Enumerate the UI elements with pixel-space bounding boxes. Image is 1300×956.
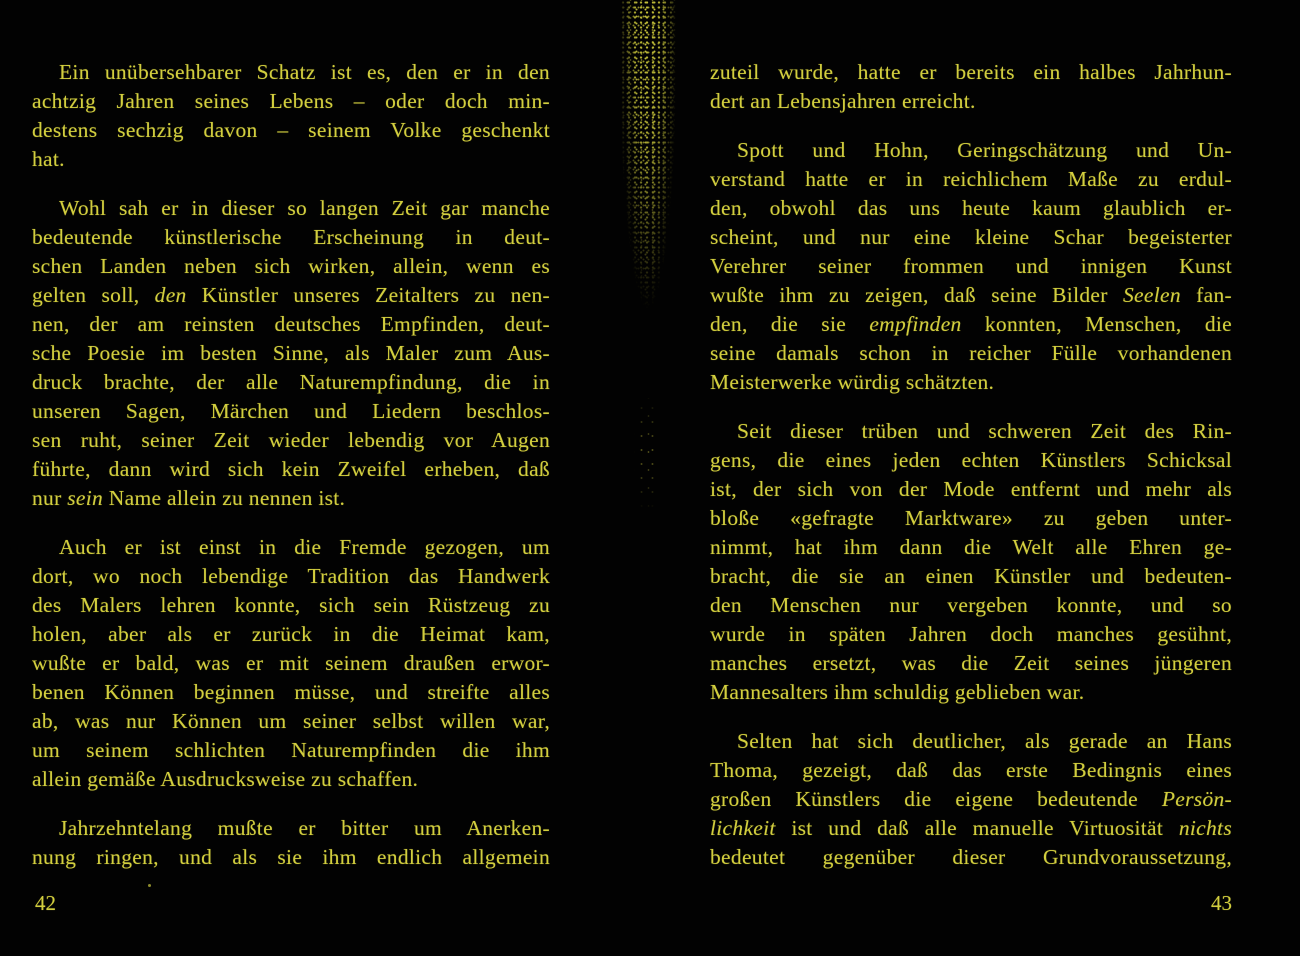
text-line: Seit dieser trüben und schweren Zeit des Rin- — [737, 419, 1232, 443]
text-line: bedeutet gegenüber dieser Grundvoraussetzung, — [710, 845, 1232, 869]
text-line: unseren Sagen, Märchen und Liedern beschlos- — [32, 399, 550, 423]
text-line: gens, die eines jeden echten Künstlers Schicksal — [710, 448, 1232, 472]
text-line: Selten hat sich deutlicher, als gerade an Hans — [737, 729, 1232, 753]
gutter-scan-noise — [620, 0, 676, 420]
text-line: nen, der am reinsten deutsches Empfinden, deut- — [32, 312, 550, 336]
page-number-right: 43 — [1211, 891, 1232, 915]
text-line: dort, wo noch lebendige Tradition das Handwerk — [32, 564, 550, 588]
text-line: sen ruht, seiner Zeit wieder lebendig vor Augen — [32, 428, 550, 452]
text-line: um seinem schlichten Naturempfinden die ihm — [32, 738, 550, 762]
text-line: nung ringen, und als sie ihm endlich allgemein — [32, 845, 550, 869]
text-line: ist, der sich von der Mode entfernt und mehr als — [710, 477, 1232, 501]
text-line: wußte ihm zu zeigen, daß seine Bilder Seelen fan- — [710, 283, 1232, 307]
text-line: Spott und Hohn, Geringschätzung und Un- — [737, 138, 1232, 162]
text-line: dert an Lebensjahren erreicht. — [710, 89, 976, 113]
text-line: verstand hatte er in reichlichem Maße zu erdul- — [710, 167, 1232, 191]
text-line: seine damals schon in reicher Fülle vorhandenen — [710, 341, 1232, 365]
text-line: sche Poesie im besten Sinne, als Maler zum Aus- — [32, 341, 550, 365]
gutter-scan-noise-tail — [634, 398, 660, 508]
text-line: lichkeit ist und daß alle manuelle Virtuosität nichts — [710, 816, 1232, 840]
text-line: den Menschen nur vergeben konnte, und so — [710, 593, 1232, 617]
text-line: bloße «gefragte Marktware» zu geben unter- — [710, 506, 1232, 530]
text-line: wurde in späten Jahren doch manches gesühnt, — [710, 622, 1232, 646]
text-line: den, obwohl das uns heute kaum glaublich er- — [710, 196, 1232, 220]
text-line: des Malers lehren konnte, sich sein Rüstzeug zu — [32, 593, 550, 617]
text-line: wußte er bald, was er mit seinem draußen erwor- — [32, 651, 550, 675]
text-line: Meisterwerke würdig schätzten. — [710, 370, 995, 394]
paragraph — [32, 533, 550, 794]
paragraph — [32, 194, 550, 513]
text-line: großen Künstlers die eigene bedeutende Persön- — [710, 787, 1232, 811]
paragraph — [32, 814, 550, 872]
paragraph — [710, 417, 1232, 707]
text-line: Verehrer seiner frommen und innigen Kunst — [710, 254, 1232, 278]
text-line: schen Landen neben sich wirken, allein, wenn es — [32, 254, 550, 278]
page-left-text — [32, 58, 550, 872]
text-line: bedeutende künstlerische Erscheinung in deut- — [32, 225, 550, 249]
paragraph — [710, 136, 1232, 397]
text-line: Auch er ist einst in die Fremde gezogen, um — [59, 535, 550, 559]
text-line: Wohl sah er in dieser so langen Zeit gar manche — [59, 196, 550, 220]
paragraph — [32, 58, 550, 174]
text-line: ab, was nur Können um seiner selbst willen war, — [32, 709, 550, 733]
text-line: allein gemäße Ausdrucksweise zu schaffen. — [32, 767, 419, 791]
text-line: nur sein Name allein zu nennen ist. — [32, 486, 346, 510]
paragraph — [710, 58, 1232, 116]
text-line: achtzig Jahren seines Lebens – oder doch min- — [32, 89, 550, 113]
text-line: Mannesalters ihm schuldig geblieben war. — [710, 680, 1085, 704]
text-line: benen Können beginnen müsse, und streifte alles — [32, 680, 550, 704]
text-line: holen, aber als er zurück in die Heimat kam, — [32, 622, 550, 646]
scan-speck — [148, 884, 151, 887]
text-line: bracht, die sie an einen Künstler und bedeuten- — [710, 564, 1232, 588]
page-right-text — [710, 58, 1232, 872]
paragraph — [710, 727, 1232, 872]
text-line: destens sechzig davon – seinem Volke geschenkt — [32, 118, 550, 142]
text-line: zuteil wurde, hatte er bereits ein halbes Jahrhun- — [710, 60, 1232, 84]
text-line: Jahrzehntelang mußte er bitter um Anerken- — [59, 816, 550, 840]
text-line: den, die sie empfinden konnten, Menschen, die — [710, 312, 1232, 336]
text-line: druck brachte, der alle Naturempfindung, die in — [32, 370, 550, 394]
text-line: führte, dann wird sich kein Zweifel erheben, daß — [32, 457, 550, 481]
text-line: Thoma, gezeigt, daß das erste Bedingnis eines — [710, 758, 1232, 782]
page-number-left: 42 — [35, 891, 56, 915]
text-line: hat. — [32, 147, 65, 171]
text-line: gelten soll, den Künstler unseres Zeitalters zu nen- — [32, 283, 551, 307]
text-line: Ein unübersehbarer Schatz ist es, den er in den — [59, 60, 550, 84]
text-line: manches ersetzt, was die Zeit seines jüngeren — [710, 651, 1232, 675]
text-line: scheint, und nur eine kleine Schar begeisterter — [710, 225, 1232, 249]
text-line: nimmt, hat ihm dann die Welt alle Ehren ge- — [710, 535, 1232, 559]
